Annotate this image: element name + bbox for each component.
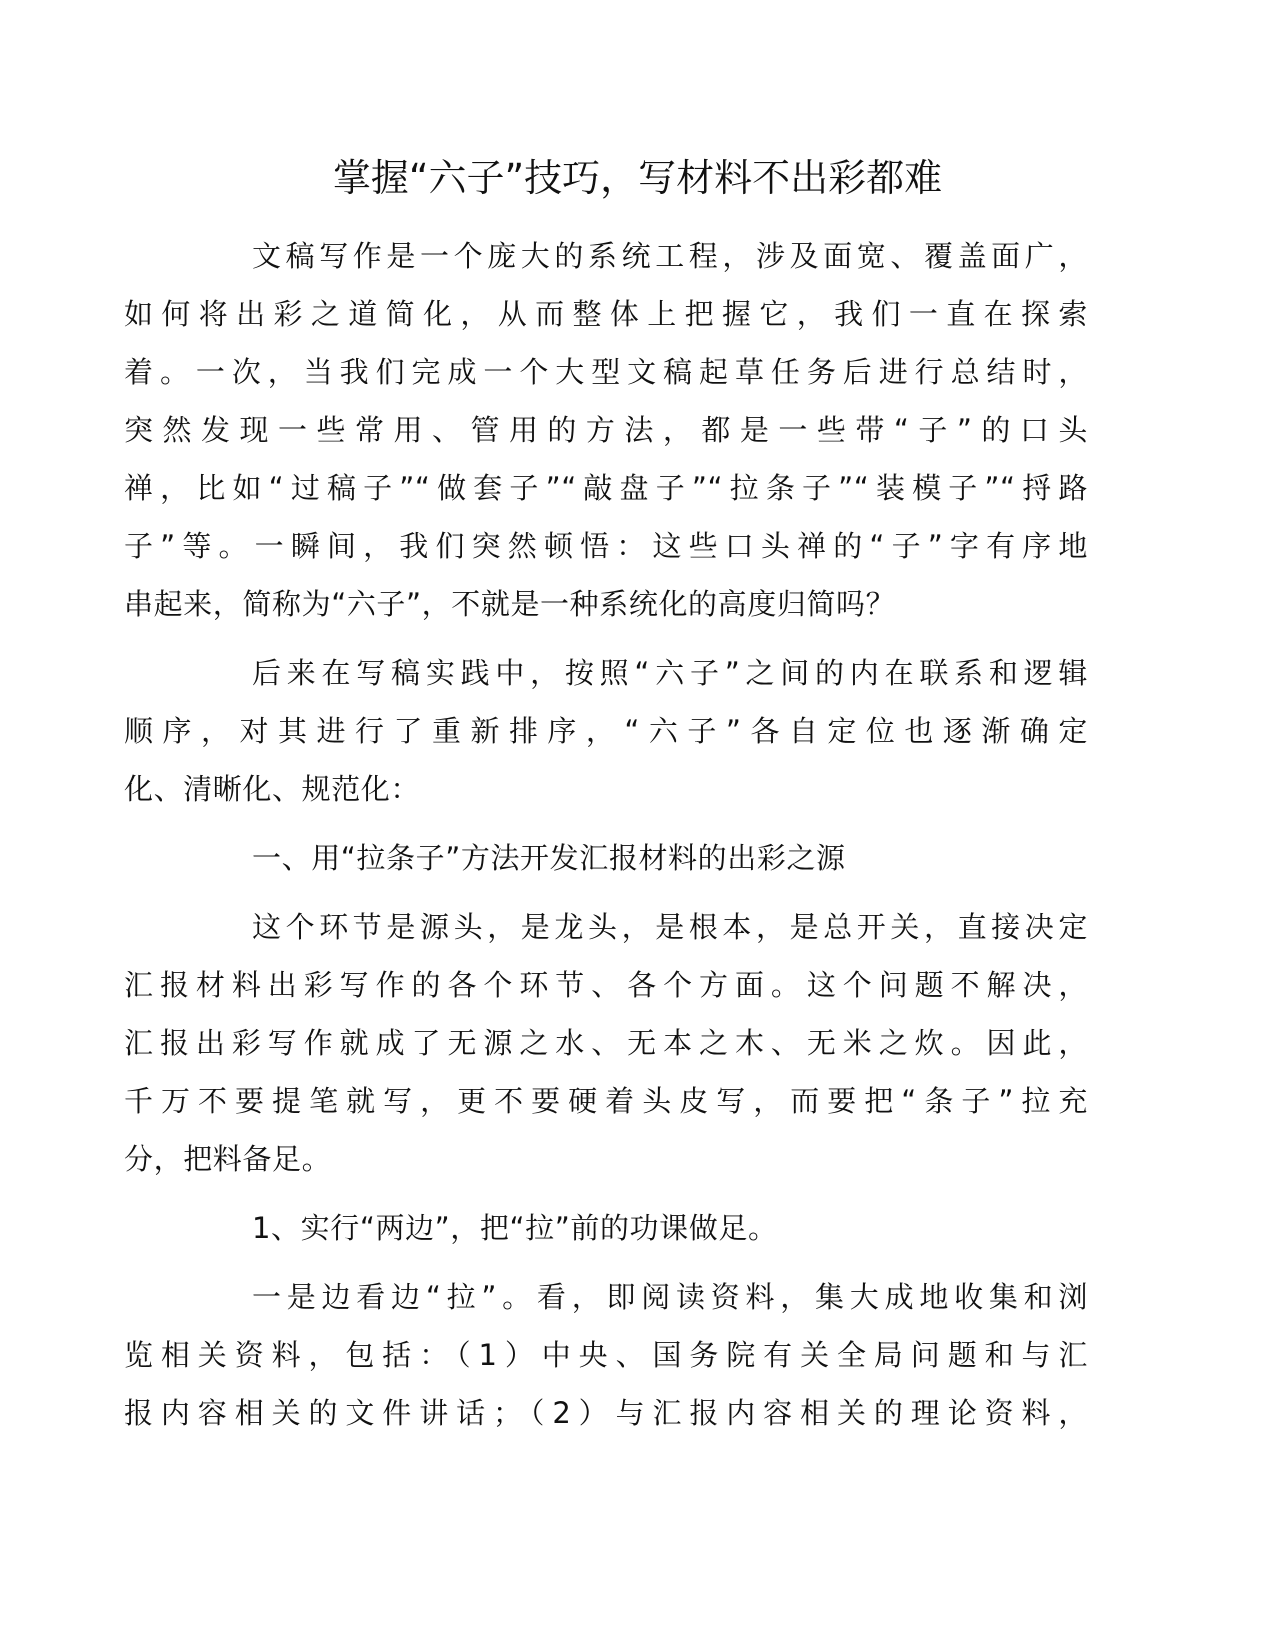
paragraph-line: 报内容相关的文件讲话；（2）与汇报内容相关的理论资料，: [124, 1396, 1088, 1430]
paragraph-line: 顺序，对其进行了重新排序，“六子”各自定位也逐渐确定: [124, 714, 1088, 748]
paragraph-intro: [124, 227, 1088, 633]
paragraph-line: 分，把料备足。: [124, 1142, 332, 1176]
paragraph-line: 一、用“拉条子”方法开发汇报材料的出彩之源: [252, 841, 846, 875]
paragraph-line: 一是边看边“拉”。看，即阅读资料，集大成地收集和浏: [252, 1280, 1088, 1314]
section-heading: [188, 829, 1088, 887]
paragraph-line: 着。一次，当我们完成一个大型文稿起草任务后进行总结时，: [124, 355, 1088, 389]
paragraph-line: 1、实行“两边”，把“拉”前的功课做足。: [252, 1211, 778, 1245]
paragraph-source: [124, 898, 1088, 1188]
paragraph-line: 汇报出彩写作就成了无源之水、无本之木、无米之炊。因此，: [124, 1026, 1088, 1060]
paragraph-line: 禅，比如“过稿子”“做套子”“敲盘子”“拉条子”“装模子”“捋路: [124, 471, 1088, 505]
document-body: [124, 227, 1088, 1453]
paragraph-line: 子”等。一瞬间，我们突然顿悟：这些口头禅的“子”字有序地: [124, 529, 1088, 563]
paragraph-line: 这个环节是源头，是龙头，是根本，是总开关，直接决定: [252, 910, 1088, 944]
paragraph-line: 如何将出彩之道简化，从而整体上把握它，我们一直在探索: [124, 297, 1088, 331]
paragraph-line: 化、清晰化、规范化：: [124, 772, 421, 806]
paragraph-line: 汇报材料出彩写作的各个环节、各个方面。这个问题不解决，: [124, 968, 1088, 1002]
document-title: 掌握“六子”技巧，写材料不出彩都难: [332, 156, 943, 200]
paragraph-line: 后来在写稿实践中，按照“六子”之间的内在联系和逻辑: [252, 656, 1088, 690]
paragraph-line: 览相关资料，包括：（1）中央、国务院有关全局问题和与汇: [124, 1338, 1088, 1372]
paragraph-reorder: [124, 644, 1088, 818]
paragraph-line: 文稿写作是一个庞大的系统工程，涉及面宽、覆盖面广，: [252, 239, 1088, 273]
sub-heading: [188, 1199, 1088, 1257]
paragraph-line: 串起来，简称为“六子”，不就是一种系统化的高度归简吗？: [124, 587, 896, 621]
paragraph-line: 突然发现一些常用、管用的方法，都是一些带“子”的口头: [124, 413, 1088, 447]
paragraph-reading: [124, 1268, 1088, 1442]
paragraph-line: 千万不要提笔就写，更不要硬着头皮写，而要把“条子”拉充: [124, 1084, 1088, 1118]
